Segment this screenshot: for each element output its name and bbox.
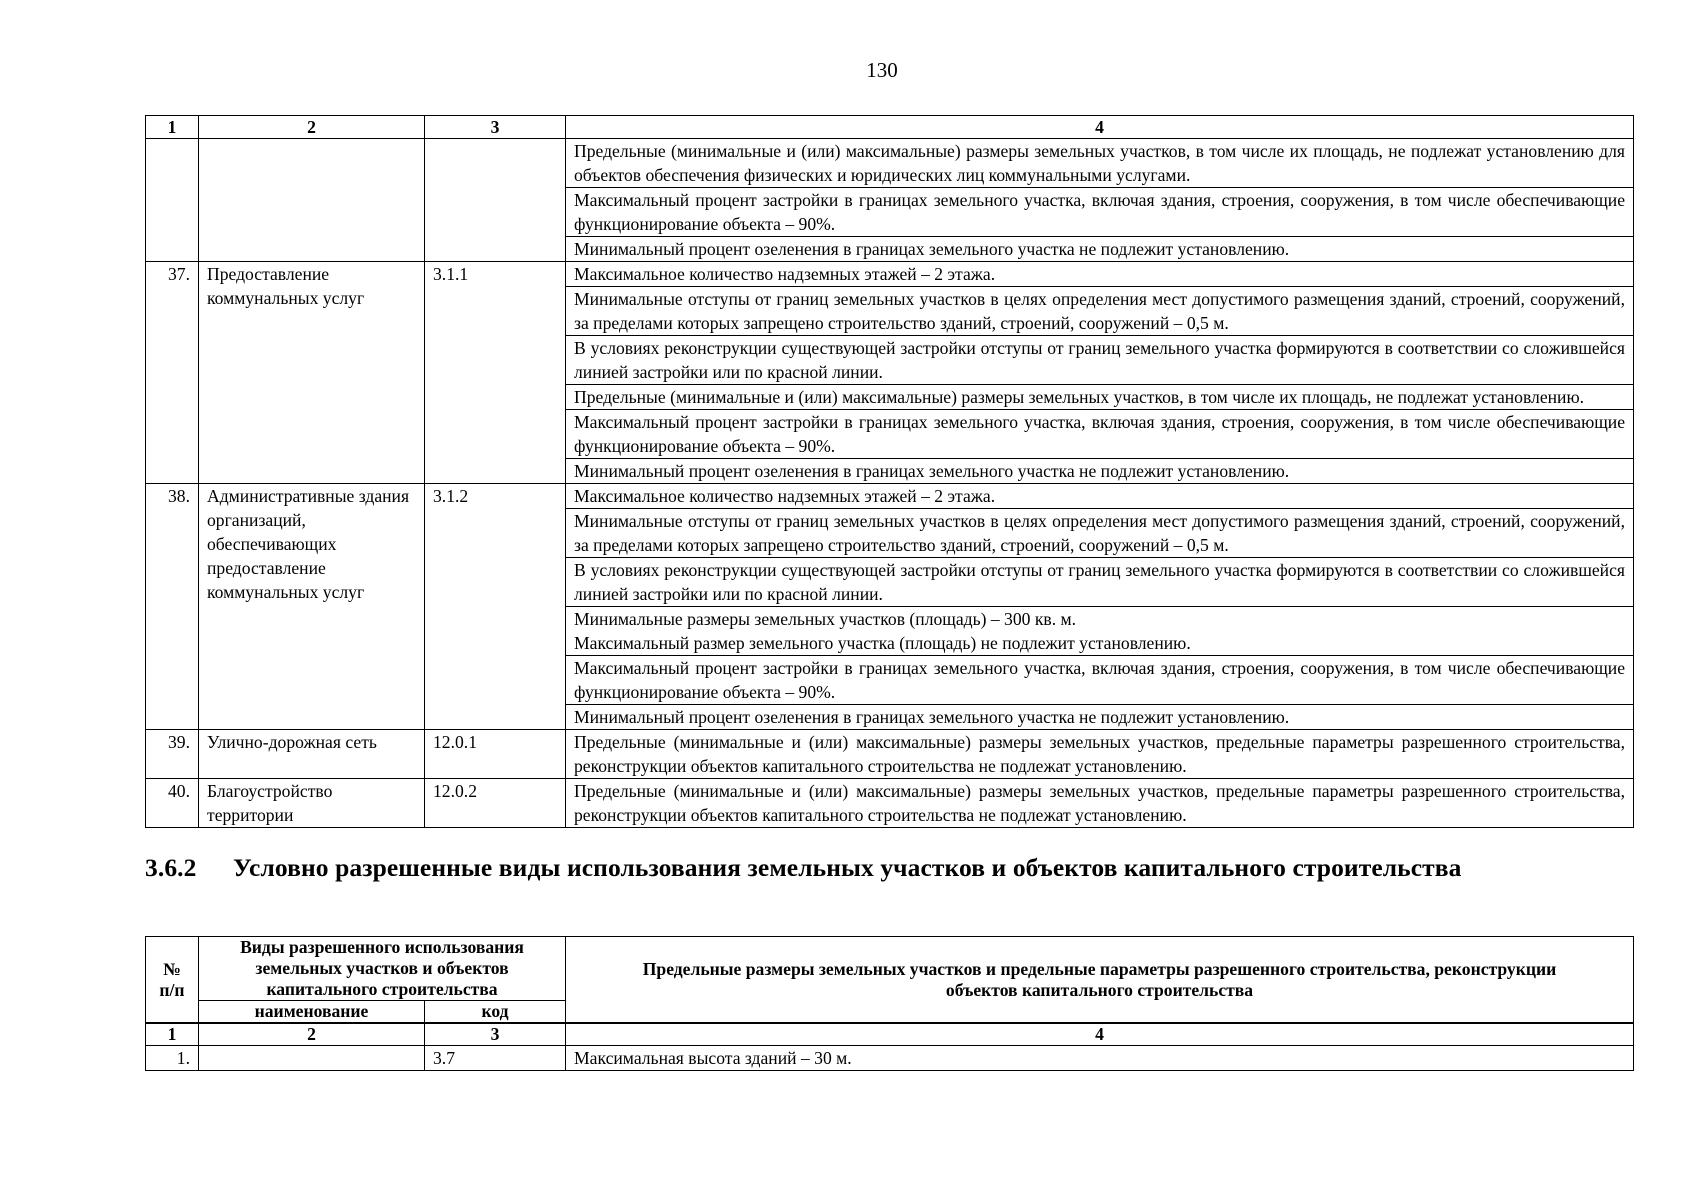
page-number: 130 — [866, 58, 898, 82]
parameter-text: Предельные (минимальные и (или) максимальные) размеры земельных участков, предельные параметры разрешенного строительства, реконструкции объектов капитального строительства не подлежат установлению. — [566, 779, 1634, 828]
table-row — [146, 139, 1634, 188]
parameter-text: Максимальный процент застройки в границах земельного участка, включая здания, строения, сооружения, в том числе обеспечивающие функционирование объекта – 90%. — [566, 656, 1634, 705]
parameter-text: Минимальный процент озеленения в границах земельного участка не подлежит установлению. — [566, 459, 1634, 484]
use-code: 3.1.1 — [425, 262, 566, 484]
main-table — [145, 115, 1634, 828]
row-number: 40. — [146, 779, 199, 828]
column-number-2: 2 — [199, 116, 425, 139]
header-kinds-of-use: Виды разрешенного использования земельных участков и объектов капитального строительства — [199, 937, 566, 1001]
parameter-text: Максимальный процент застройки в границах земельного участка, включая здания, строения, сооружения, в том числе обеспечивающие функционирование объекта – 90%. — [566, 188, 1634, 237]
header-code: код — [425, 1001, 566, 1024]
table-row — [146, 779, 1634, 828]
parameter-text: В условиях реконструкции существующей застройки отступы от границ земельного участка формируются в соответствии со сложившейся линией застройки или по красной линии. — [566, 336, 1634, 385]
parameter-text: Минимальные отступы от границ земельных участков в целях определения мест допустимого размещения зданий, строений, сооружений, за пределами которых запрещено строительство зданий, строений, сооружений – 0,5 м. — [566, 509, 1634, 558]
table-header-row — [146, 937, 1634, 1001]
table-row — [146, 730, 1634, 779]
section-title: Условно разрешенные виды использования земельных участков и объектов капитального строительства — [233, 853, 1462, 882]
table-row — [146, 484, 1634, 509]
use-code: 3.7 — [425, 1046, 566, 1071]
parameter-text: Предельные (минимальные и (или) максимальные) размеры земельных участков, в том числе их площадь, не подлежат установлению. — [566, 385, 1634, 410]
use-name: Благоустройство территории — [199, 779, 425, 828]
parameter-text: Минимальный процент озеленения в границах земельного участка не подлежит установлению. — [566, 237, 1634, 262]
row-number: 38. — [146, 484, 199, 730]
column-number-3: 3 — [425, 116, 566, 139]
parameter-text: Максимальный процент застройки в границах земельного участка, включая здания, строения, сооружения, в том числе обеспечивающие функционирование объекта – 90%. — [566, 410, 1634, 459]
parameter-text: В условиях реконструкции существующей застройки отступы от границ земельного участка формируются в соответствии со сложившейся линией застройки или по красной линии. — [566, 558, 1634, 607]
header-parameters: Предельные размеры земельных участков и предельные параметры разрешенного строительства, реконструкции объектов капитального строительства — [566, 937, 1634, 1024]
row-number: 37. — [146, 262, 199, 484]
use-name: Улично-дорожная сеть — [199, 730, 425, 779]
table-row — [146, 1046, 1634, 1071]
column-number-1: 1 — [146, 1023, 199, 1046]
column-number-3: 3 — [425, 1023, 566, 1046]
parameter-text: Минимальные отступы от границ земельных участков в целях определения мест допустимого размещения зданий, строений, сооружений, за пределами которых запрещено строительство зданий, строений, сооружений – 0,5 м. — [566, 287, 1634, 336]
use-name: Предоставление коммунальных услуг — [199, 262, 425, 484]
use-code — [425, 139, 566, 262]
parameter-text: Максимальное количество надземных этажей – 2 этажа. — [566, 484, 1634, 509]
header-name: наименование — [199, 1001, 425, 1024]
use-name: Административные здания организаций, обеспечивающих предоставление коммунальных услуг — [199, 484, 425, 730]
parameter-text: Максимальное количество надземных этажей – 2 этажа. — [566, 262, 1634, 287]
use-name — [199, 1046, 425, 1071]
row-number: 39. — [146, 730, 199, 779]
use-name — [199, 139, 425, 262]
table-row — [146, 262, 1634, 287]
use-code: 12.0.1 — [425, 730, 566, 779]
parameter-text: Минимальный процент озеленения в границах земельного участка не подлежит установлению. — [566, 705, 1634, 730]
column-number-4: 4 — [566, 116, 1634, 139]
parameter-text: Предельные (минимальные и (или) максимальные) размеры земельных участков, предельные параметры разрешенного строительства, реконструкции объектов капитального строительства не подлежат установлению. — [566, 730, 1634, 779]
parameter-text: Предельные (минимальные и (или) максимальные) размеры земельных участков, в том числе их площадь, не подлежат установлению для объектов обеспечения физических и юридических лиц коммунальными услугами. — [566, 139, 1634, 188]
column-number-4: 4 — [566, 1023, 1634, 1046]
use-code: 3.1.2 — [425, 484, 566, 730]
table-header-row — [146, 1023, 1634, 1046]
column-number-2: 2 — [199, 1023, 425, 1046]
section-number: 3.6.2 — [145, 853, 197, 882]
parameter-text: Минимальные размеры земельных участков (площадь) – 300 кв. м. Максимальный размер земельного участка (площадь) не подлежит установлению. — [566, 607, 1634, 656]
row-number: 1. — [146, 1046, 199, 1071]
use-code: 12.0.2 — [425, 779, 566, 828]
row-number — [146, 139, 199, 262]
header-number: № п/п — [146, 937, 199, 1024]
column-number-1: 1 — [146, 116, 199, 139]
conditional-uses-table — [145, 936, 1634, 1071]
section-heading — [145, 853, 1462, 883]
table-header-row — [146, 116, 1634, 139]
parameter-text: Максимальная высота зданий – 30 м. — [566, 1046, 1634, 1071]
